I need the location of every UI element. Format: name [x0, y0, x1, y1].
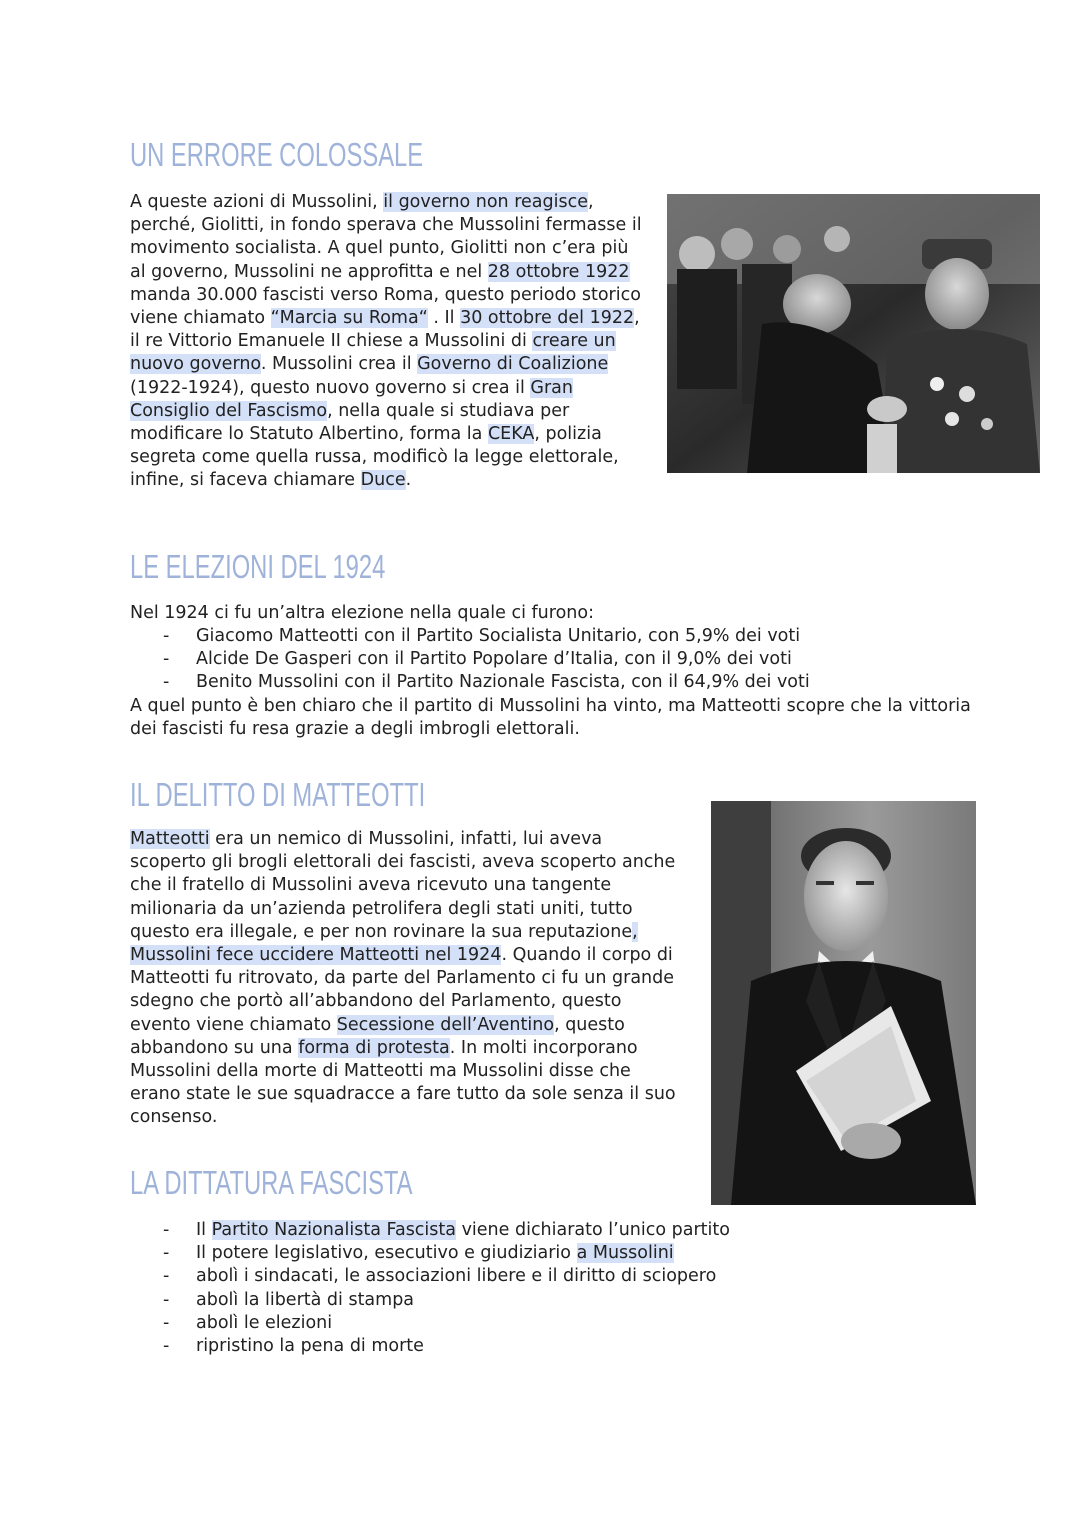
text-run: ripristino la pena di morte — [196, 1336, 424, 1357]
list-item: - Giacomo Matteotti con il Partito Socialista Unitario, con 5,9% dei voti — [130, 625, 1010, 648]
text-run: , nella quale si studiava per modificare lo Statuto Albertino, forma la — [130, 400, 570, 445]
section-title-dittatura: LA DITTATURA FASCISTA — [130, 1164, 413, 1201]
text-run: A queste azioni di Mussolini, — [130, 192, 384, 212]
highlighted-text: Matteotti — [130, 829, 210, 849]
photo-handshake-king — [667, 194, 1040, 473]
text-run: Il potere legislativo, esecutivo e giudiziario — [196, 1243, 577, 1264]
highlighted-text: Duce — [360, 470, 406, 491]
highlighted-text: il governo non reagisce — [383, 192, 588, 212]
highlighted-text: forma di protesta — [298, 1037, 450, 1058]
text-run: abolì la libertà di stampa — [196, 1289, 415, 1310]
section-title-elezioni: LE ELEZIONI DEL 1924 — [130, 548, 386, 585]
text-run: manda 30.000 fascisti verso Roma, questo periodo storico viene chiamato — [130, 284, 641, 329]
highlighted-text: , Mussolini fece uccidere Matteotti nel 1924 — [130, 921, 638, 966]
text-run: , perché, Giolitti, in fondo sperava che Mussolini fermasse il movimento socialista. A quel punto, Giolitti non c’era più al governo, Mussolini ne approfitta e nel — [130, 192, 642, 282]
text-run: (1922-1924), questo nuovo governo si crea il — [130, 377, 531, 398]
list-item — [130, 1335, 790, 1358]
text-run: . In molti incorporano Mussolini della morte di Matteotti ma Mussolini disse che erano state le sue squadracce a fare tutto da sole senza il suo consenso. — [130, 1037, 676, 1128]
photo-handshake-king-graphic — [667, 194, 1040, 473]
highlighted-text: 30 ottobre del 1922 — [460, 308, 635, 329]
dittatura-list — [130, 1219, 790, 1358]
photo-portrait-matteotti — [711, 801, 976, 1205]
text-run: , polizia segreta come quella russa, modificò la legge elettorale, infine, si faceva chiamare — [130, 424, 619, 491]
section-title-delitto: IL DELITTO DI MATTEOTTI — [130, 776, 426, 813]
elezioni-intro: Nel 1924 ci fu un’altra elezione nella quale ci furono: — [130, 603, 594, 623]
list-item — [130, 1265, 790, 1288]
highlighted-text: Governo di Coalizione — [417, 354, 609, 375]
text-run: . Quando il corpo di Matteotti fu ritrovato, da parte del Parlamento ci fu un grande sdegno che portò all’abbandono del Parlamento, questo evento viene chiamato — [130, 945, 675, 1035]
text-run: abolì i sindacati, le associazioni libere e il diritto di sciopero — [196, 1266, 717, 1287]
text-run: , questo abbandono su una — [130, 1014, 625, 1058]
highlighted-text: a Mussolini — [576, 1243, 674, 1264]
text-run: . — [405, 470, 412, 491]
text-run: abolì le elezioni — [196, 1312, 333, 1333]
highlighted-text: Partito Nazionalista Fascista — [211, 1220, 456, 1240]
list-item — [130, 1242, 790, 1265]
text-run: Il — [196, 1220, 212, 1240]
text-run: . Il — [427, 308, 461, 329]
highlighted-text: Gran Consiglio del Fascismo — [130, 377, 573, 421]
highlighted-text: Secessione dell’Aventino — [336, 1014, 555, 1035]
list-item — [130, 1219, 790, 1242]
text-run: . Mussolini crea il — [260, 354, 418, 375]
text-run: viene dichiarato l’unico partito — [456, 1220, 730, 1240]
paragraph-delitto — [130, 828, 678, 1130]
elezioni-list — [130, 625, 1010, 695]
section-title-errore: UN ERRORE COLOSSALE — [130, 136, 424, 173]
text-run: era un nemico di Mussolini, infatti, lui aveva scoperto gli brogli elettorali dei fascisti, aveva scoperto anche che il fratello di Mussolini aveva ricevuto una tangente milionaria da un’azienda petrolifera degli stati uniti, tutto questo era illegale, e per non rovinare la sua reputazione — [130, 829, 676, 942]
highlighted-text: creare un nuovo governo — [130, 331, 616, 375]
highlighted-text: 28 ottobre 1922 — [487, 261, 630, 282]
paragraph-errore — [130, 191, 645, 493]
highlighted-text: “Marcia su Roma“ — [270, 308, 428, 329]
highlighted-text: CEKA — [487, 424, 535, 445]
photo-portrait-matteotti-graphic — [711, 801, 976, 1205]
elezioni-outro: A quel punto è ben chiaro che il partito di Mussolini ha vinto, ma Matteotti scopre che la vittoria dei fascisti fu resa grazie a degli imbrogli elettorali. — [130, 696, 971, 740]
list-item: - Benito Mussolini con il Partito Nazionale Fascista, con il 64,9% dei voti — [130, 671, 1010, 694]
list-item: - Alcide De Gasperi con il Partito Popolare d’Italia, con il 9,0% dei voti — [130, 648, 1010, 671]
list-item — [130, 1312, 790, 1335]
list-item — [130, 1289, 790, 1312]
text-run: , il re Vittorio Emanuele II chiese a Mussolini di — [130, 308, 640, 352]
